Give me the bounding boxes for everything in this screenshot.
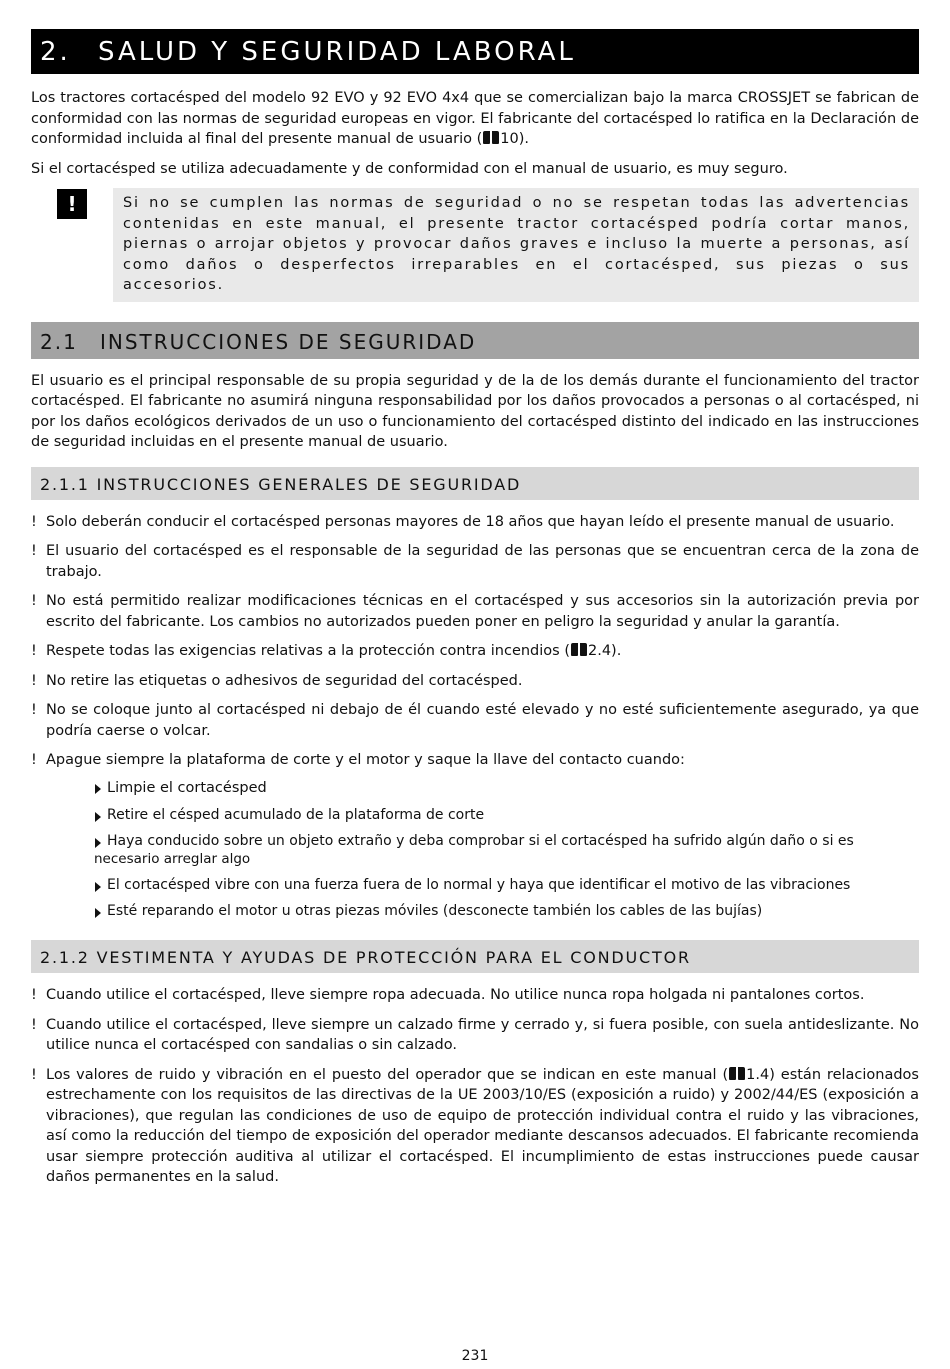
list-item-text: No se coloque junto al cortacésped ni debajo de él cuando esté elevado y no esté suficientemente asegurado, ya que podría caerse o volcar.	[46, 702, 919, 739]
list-item	[31, 671, 919, 692]
sub-list-item-text: El cortacésped vibre con una fuerza fuera de lo normal y haya que identificar el motivo de las vibraciones	[107, 877, 851, 893]
warning-text: Si no se cumplen las normas de seguridad o no se respetan todas las advertencias contenidas en este manual, el presente tractor cortacésped podría cortar manos, piernas o arrojar objetos y provocar daños graves e incluso la muerte a personas, así como daños o desperfectos irreparables en el cortacésped, sus piezas o sus accesorios.	[113, 188, 919, 302]
manual-reference: 2.4	[587, 643, 612, 659]
sub-list-item	[94, 902, 919, 920]
exclamation-bullet: !	[31, 1066, 37, 1083]
list-item	[31, 512, 919, 533]
page-number: 231	[461, 1348, 489, 1364]
exclamation-bullet: !	[31, 643, 37, 659]
list-item	[31, 985, 919, 1006]
list-item	[31, 700, 919, 741]
list-item-text: Cuando utilice el cortacésped, lleve siempre un calzado firme y cerrado y, si fuera posible, con suela antideslizante. No utilice nunca el cortacésped con sandalias o sin calzado.	[46, 1016, 919, 1053]
exclamation-bullet: !	[31, 987, 37, 1003]
safety-statement: Si el cortacésped se utiliza adecuadamente y de conformidad con el manual de usuario, es muy seguro.	[31, 160, 788, 177]
chapter-number: 2.	[40, 37, 71, 67]
intro-paragraph	[31, 88, 919, 150]
sub-list-item	[94, 806, 919, 824]
list-item	[31, 1065, 919, 1188]
list-item-text: No retire las etiquetas o adhesivos de seguridad del cortacésped.	[46, 672, 523, 689]
sub-list-item	[94, 778, 919, 799]
sub-list-item-text: Haya conducido sobre un objeto extraño y deba comprobar si el cortacésped ha sufrido algún daño o si es	[107, 833, 854, 849]
chapter-heading	[31, 29, 919, 74]
list-item	[31, 1015, 919, 1056]
sub-list-item	[94, 832, 919, 868]
list-item-text: No está permitido realizar modificaciones técnicas en el cortacésped y sus accesorios sin la autorización previa por escrito del fabricante. Los cambios no autorizados pueden poner en peligro la seguridad y anular la garantía.	[46, 593, 919, 630]
list-item-text: Respete todas las exigencias relativas a la protección contra incendios (	[46, 643, 570, 659]
intro-text-start: Los tractores cortacésped del modelo 92 EVO y 92 EVO 4x4 que se comercializan bajo la marca CROSSJET se fabrican de conformidad con las normas de seguridad europeas en vigor. El fabricante del cortacésped lo ratifica en la Declaración de conformidad incluida al final del presente manual de usuario (	[31, 90, 919, 147]
triangle-bullet-icon	[95, 908, 101, 918]
general-safety-list	[31, 512, 919, 921]
list-item	[31, 541, 919, 582]
triangle-bullet-icon	[95, 784, 101, 794]
chapter-title: SALUD Y SEGURIDAD LABORAL	[98, 37, 576, 67]
book-icon	[571, 643, 587, 656]
exclamation-bullet: !	[31, 1016, 37, 1033]
exclamation-icon: !	[57, 189, 87, 219]
exclamation-bullet: !	[31, 702, 37, 718]
manual-reference: 10	[500, 131, 519, 147]
sub-list-item-text: Retire el césped acumulado de la plataforma de corte	[107, 807, 485, 823]
list-item-text: Solo deberán conducir el cortacésped personas mayores de 18 años que hayan leído el presente manual de usuario.	[46, 513, 895, 530]
section-heading-2-1	[31, 322, 919, 359]
section-2-1-text: El usuario es el principal responsable de su propia seguridad y de la de los demás durante el funcionamiento del tractor cortacésped. El fabricante no asumirá ninguna responsabilidad por los daños provocados a personas o al cortacésped, ni por los daños ecológicos derivados de un uso o funcionamiento del cortacésped distinto del indicado en las instrucciones de seguridad incluidas en el presente manual de usuario.	[31, 372, 919, 450]
manual-reference: 1.4	[746, 1066, 770, 1083]
section-number: 2.1	[40, 329, 78, 354]
exclamation-bullet: !	[31, 513, 37, 530]
subsection-heading-2-1-1: 2.1.1 INSTRUCCIONES GENERALES DE SEGURIDAD	[31, 467, 919, 500]
list-item-text-end: ).	[611, 643, 622, 659]
exclamation-bullet: !	[31, 593, 37, 609]
sub-list-item-text: Limpie el cortacésped	[107, 779, 267, 796]
triangle-bullet-icon	[95, 812, 101, 822]
book-icon	[483, 131, 499, 144]
page-content	[31, 29, 919, 1188]
exclamation-bullet: !	[31, 752, 37, 768]
list-item-text: El usuario del cortacésped es el responsable de la seguridad de las personas que se encuentran cerca de la zona de trabajo.	[46, 543, 919, 580]
sub-list-item-text: Esté reparando el motor u otras piezas móviles (desconecte también los cables de las bujías)	[107, 903, 763, 919]
section-title: INSTRUCCIONES DE SEGURIDAD	[100, 329, 477, 354]
triangle-bullet-icon	[95, 882, 101, 892]
list-item	[31, 641, 919, 662]
list-item	[31, 591, 919, 632]
list-item-text: Los valores de ruido y vibración en el puesto del operador que se indican en este manual (	[46, 1066, 729, 1083]
list-item	[31, 750, 919, 920]
protective-clothing-list	[31, 985, 919, 1188]
sub-list-item	[94, 876, 919, 894]
exclamation-bullet: !	[31, 672, 37, 689]
subsection-heading-2-1-2: 2.1.2 VESTIMENTA Y AYUDAS DE PROTECCIÓN PARA EL CONDUCTOR	[31, 940, 919, 973]
list-item-text-end: ) están relacionados estrechamente con los requisitos de las directivas de la UE 2003/10/ES (exposición a ruido) y 2002/44/ES (exposición a vibraciones), que regulan las condiciones de uso de equipo de protección individual contra el ruido y las vibraciones, así como la reducción del tiempo de exposición del operador mediante descansos adecuados. El fabricante recomienda usar siempre protección auditiva al utilizar el cortacésped. El incumplimiento de estas instrucciones puede causar daños permanentes en la salud.	[46, 1066, 919, 1185]
warning-notice	[31, 188, 919, 302]
exclamation-bullet: !	[31, 543, 37, 559]
book-icon	[729, 1067, 745, 1080]
list-item-text: Cuando utilice el cortacésped, lleve siempre ropa adecuada. No utilice nunca ropa holgada ni pantalones cortos.	[46, 987, 865, 1003]
sub-list-item-continuation: necesario arreglar algo	[94, 851, 251, 867]
list-item-text: Apague siempre la plataforma de corte y el motor y saque la llave del contacto cuando:	[46, 752, 685, 768]
shutdown-conditions-list	[46, 778, 919, 921]
triangle-bullet-icon	[95, 838, 101, 848]
intro-text-end: ).	[518, 131, 530, 147]
